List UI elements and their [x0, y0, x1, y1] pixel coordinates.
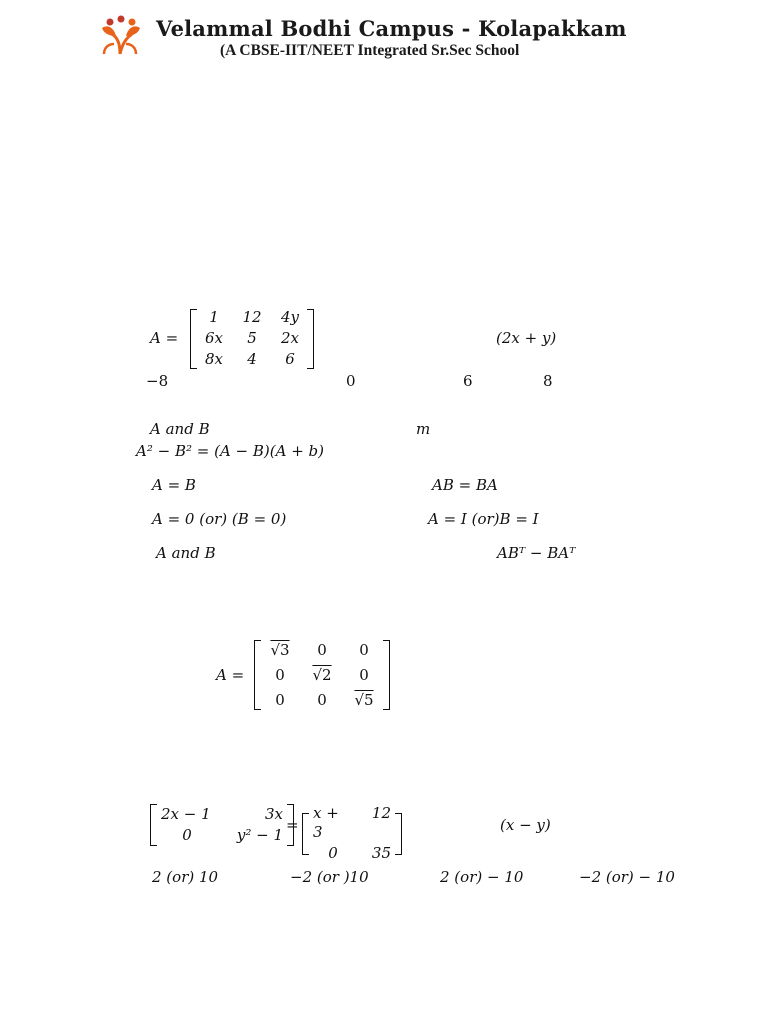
q5-left-matrix — [150, 804, 294, 846]
q5-left-cell: 2x − 1 — [161, 805, 211, 823]
q1-matrix-label: A = — [150, 329, 179, 347]
q4-cell: 0 — [317, 690, 327, 709]
q5-right-cell: 35 — [371, 844, 391, 862]
q2-variable: m — [416, 420, 431, 438]
q1-matrix — [190, 308, 314, 369]
q5-option-c[interactable]: 2 (or) − 10 — [440, 868, 524, 886]
q1-cell: 5 — [247, 329, 257, 347]
q5-right-cell: 12 — [371, 804, 391, 822]
school-logo-icon — [98, 14, 144, 58]
q5-option-d[interactable]: −2 (or) − 10 — [579, 868, 675, 886]
q5-expression: (x − y) — [500, 816, 551, 834]
q4-matrix-label: A = — [216, 666, 245, 684]
q2-identity: A² − B² = (A − B)(A + b) — [136, 442, 324, 460]
school-name: Velammal Bodhi Campus - Kolapakkam — [156, 16, 627, 41]
q1-cell: 6 — [285, 350, 295, 368]
q5-left-cell: 3x — [264, 805, 283, 823]
q3-subject: A and B — [156, 544, 216, 562]
q4-matrix — [254, 640, 390, 710]
q2-option-c[interactable]: A = 0 (or) (B = 0) — [152, 510, 287, 528]
q5-right-cell: x + 3 — [313, 804, 339, 841]
q5-option-b[interactable]: −2 (or )10 — [290, 868, 369, 886]
q4-cell: 0 — [359, 665, 369, 684]
q4-cell: √2 — [312, 665, 332, 684]
q1-cell: 4y — [280, 308, 300, 326]
q1-option-a[interactable]: −8 — [146, 372, 169, 390]
q1-cell: 6x — [204, 329, 223, 347]
q5-left-cell: y² − 1 — [236, 826, 283, 844]
q4-cell: √5 — [354, 690, 374, 709]
q3-expression: ABᵀ − BAᵀ — [497, 544, 576, 562]
q1-cell: 12 — [242, 308, 262, 326]
q1-option-d[interactable]: 8 — [543, 372, 553, 390]
q1-cell: 1 — [209, 308, 219, 326]
q5-left-cell: 0 — [182, 826, 192, 844]
q4-cell: 0 — [317, 640, 327, 659]
q4-cell: √3 — [270, 640, 290, 659]
q4-cell: 0 — [275, 690, 285, 709]
q1-cell: 2x — [280, 329, 299, 347]
school-subtitle: (A CBSE-IIT/NEET Integrated Sr.Sec School — [220, 42, 520, 59]
q5-right-cell: 0 — [328, 844, 338, 862]
q2-option-d[interactable]: A = I (or)B = I — [428, 510, 539, 528]
q1-expression: (2x + y) — [496, 329, 557, 347]
q5-option-a[interactable]: 2 (or) 10 — [152, 868, 219, 886]
q2-subject: A and B — [150, 420, 210, 438]
q1-option-b[interactable]: 0 — [346, 372, 356, 390]
q1-cell: 8x — [204, 350, 223, 368]
q1-cell: 4 — [247, 350, 257, 368]
q1-option-c[interactable]: 6 — [463, 372, 473, 390]
q2-option-a[interactable]: A = B — [152, 476, 196, 494]
q4-cell: 0 — [359, 640, 369, 659]
q5-right-matrix — [302, 804, 402, 863]
q2-option-b[interactable]: AB = BA — [432, 476, 498, 494]
q4-cell: 0 — [275, 665, 285, 684]
q5-equals: = — [286, 816, 299, 834]
